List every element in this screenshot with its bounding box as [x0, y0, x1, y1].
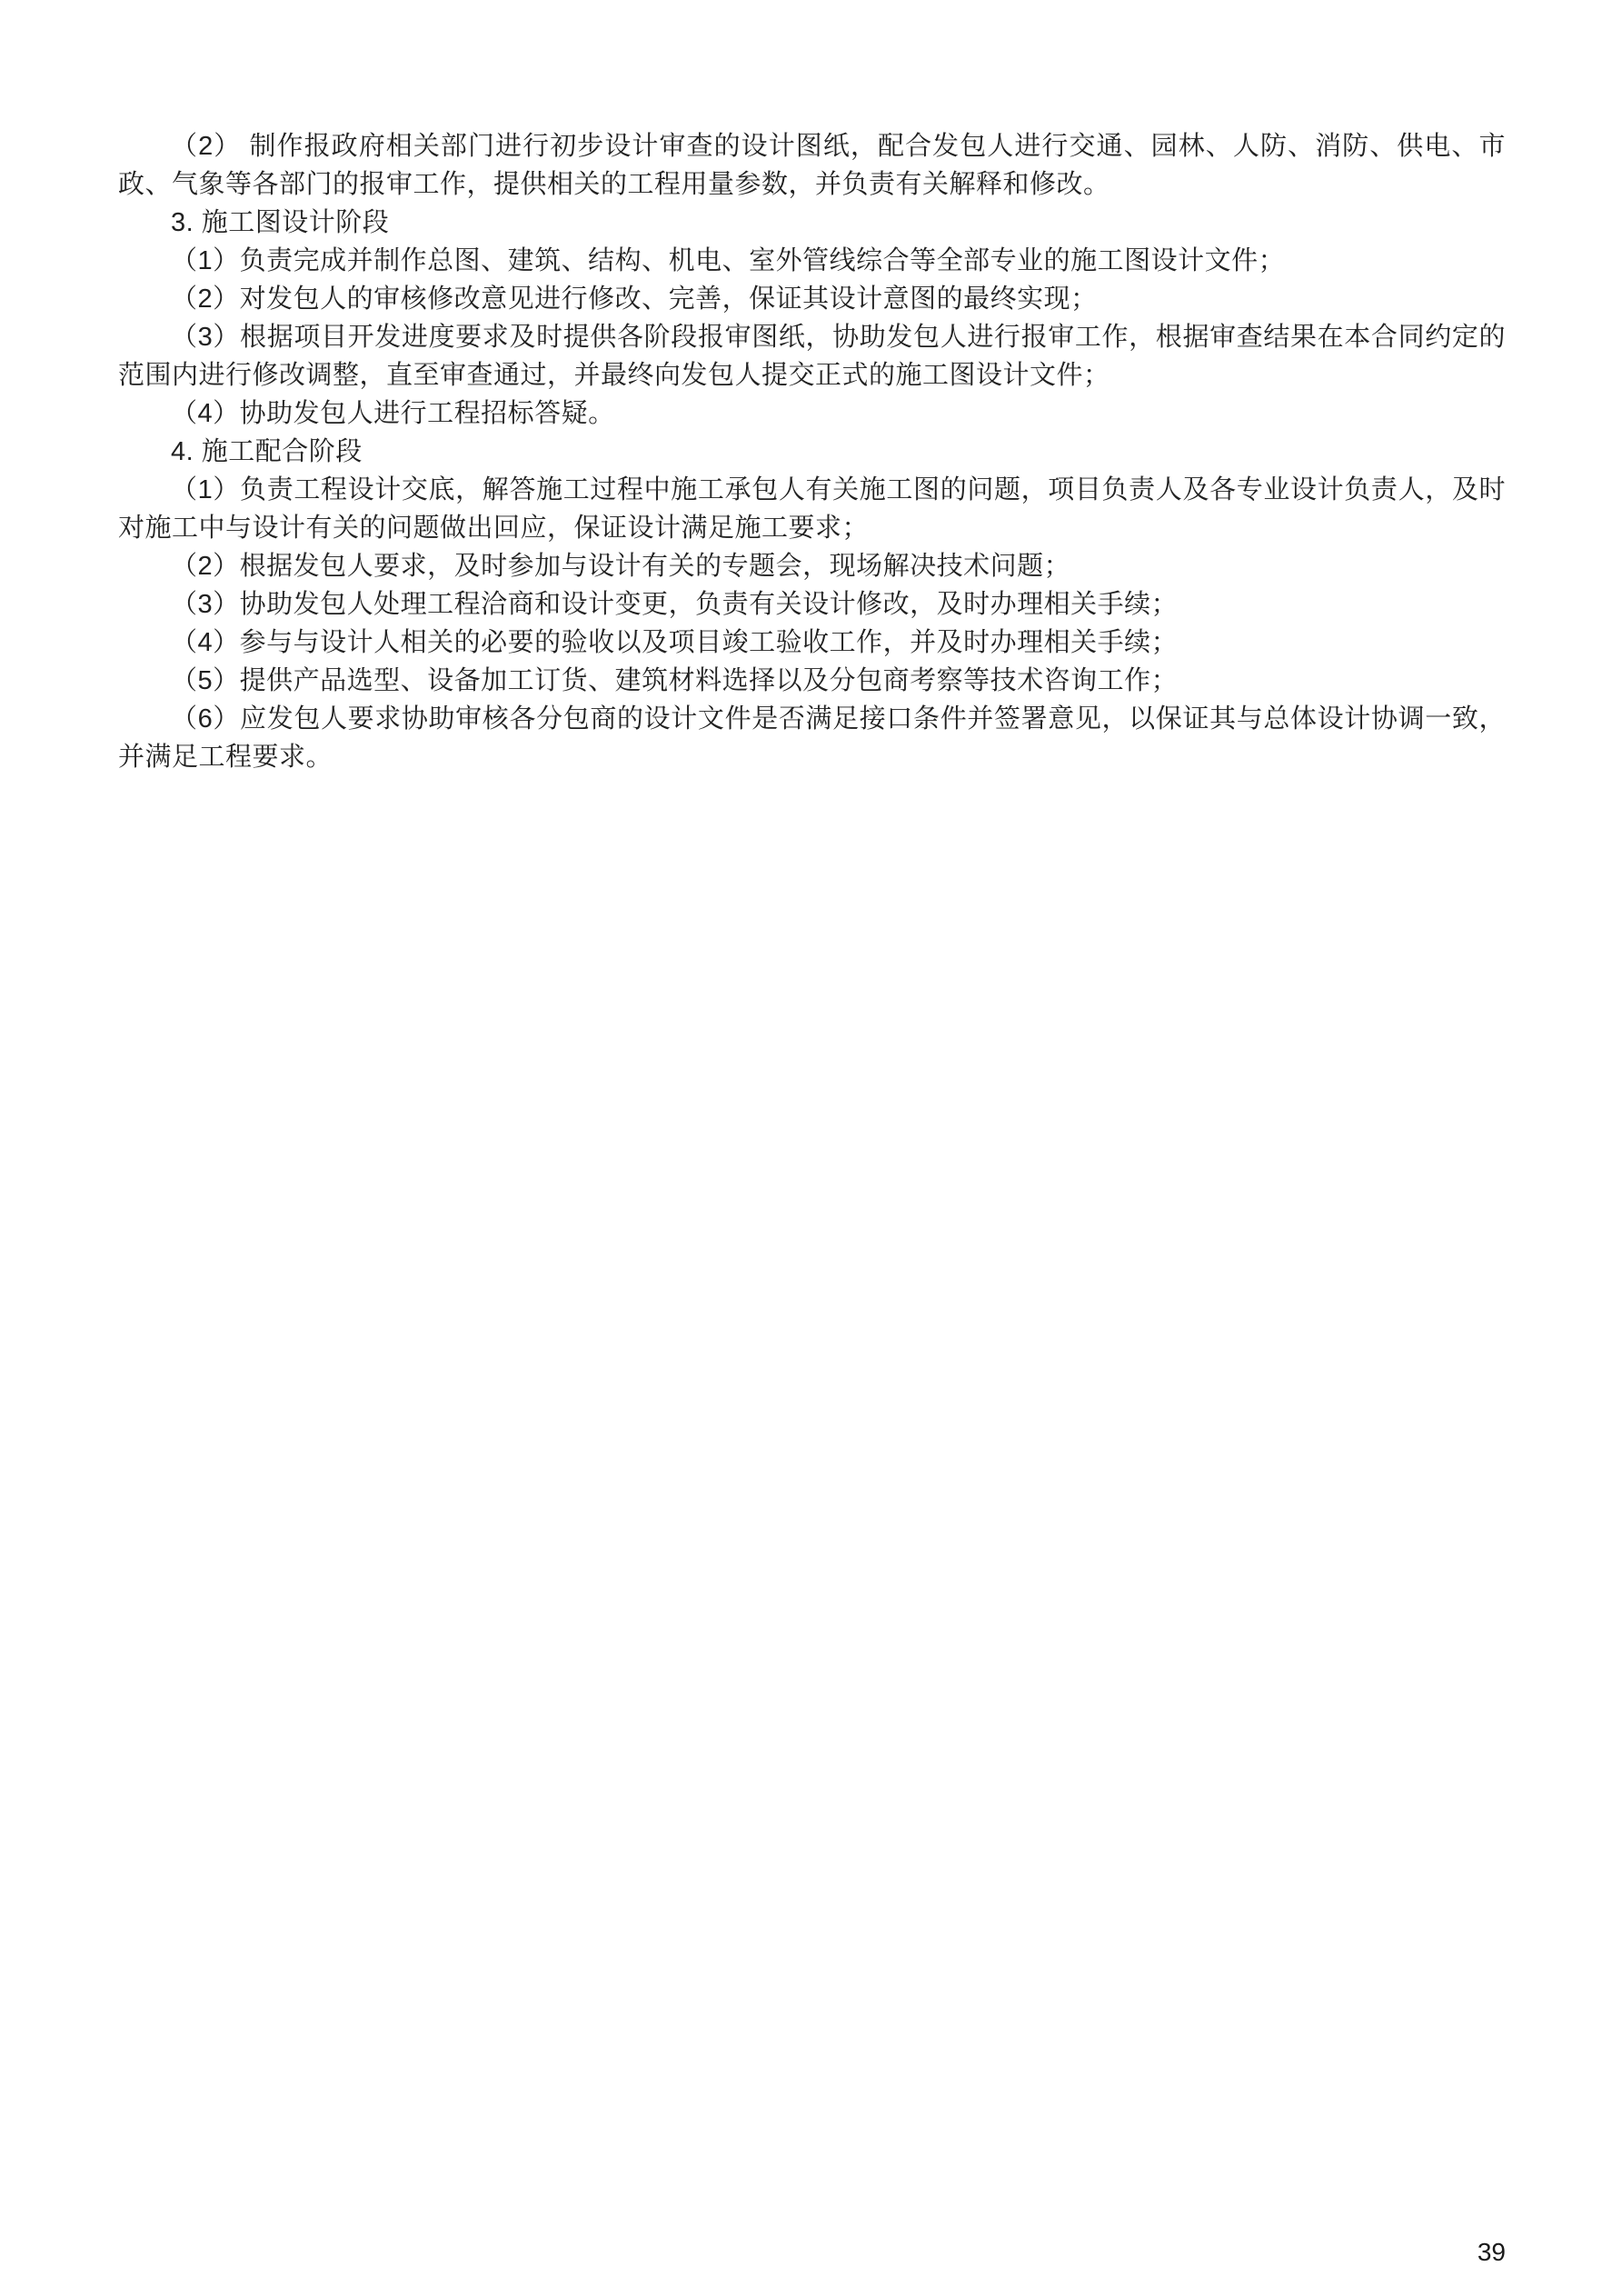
- page-number: 39: [1477, 2238, 1506, 2266]
- paragraph: 4. 施工配合阶段: [171, 437, 363, 466]
- paragraph: （2） 制作报政府相关部门进行初步设计审查的设计图纸，配合发包人进行交通、园林、人防、消防、供电、市政、气象等各部门的报审工作，提供相关的工程用量参数，并负责有关解释和修改。: [118, 132, 1506, 199]
- paragraph: （2）根据发包人要求，及时参加与设计有关的专题会，现场解决技术问题；: [171, 552, 1071, 581]
- paragraph: （4）参与与设计人相关的必要的验收以及项目竣工验收工作，并及时办理相关手续；: [171, 628, 1179, 657]
- paragraph: （1）负责完成并制作总图、建筑、结构、机电、室外管线综合等全部专业的施工图设计文件；: [171, 246, 1286, 275]
- paragraph: （6）应发包人要求协助审核各分包商的设计文件是否满足接口条件并签署意见，以保证其与总体设计协调一致，并满足工程要求。: [118, 704, 1506, 772]
- paragraph: （3）根据项目开发进度要求及时提供各阶段报审图纸，协助发包人进行报审工作，根据审查结果在本合同约定的范围内进行修改调整，直至审查通过，并最终向发包人提交正式的施工图设计文件；: [118, 323, 1506, 390]
- paragraph: 3. 施工图设计阶段: [171, 208, 390, 237]
- paragraph: （4）协助发包人进行工程招标答疑。: [171, 399, 615, 428]
- paragraph: （2）对发包人的审核修改意见进行修改、完善，保证其设计意图的最终实现；: [171, 285, 1098, 314]
- document-body: [118, 127, 1506, 776]
- paragraph: （5）提供产品选型、设备加工订货、建筑材料选择以及分包商考察等技术咨询工作；: [171, 666, 1179, 695]
- paragraph: （3）协助发包人处理工程洽商和设计变更，负责有关设计修改，及时办理相关手续；: [171, 590, 1179, 619]
- paragraph: （1）负责工程设计交底，解答施工过程中施工承包人有关施工图的问题，项目负责人及各专业设计负责人，及时对施工中与设计有关的问题做出回应，保证设计满足施工要求；: [118, 475, 1506, 543]
